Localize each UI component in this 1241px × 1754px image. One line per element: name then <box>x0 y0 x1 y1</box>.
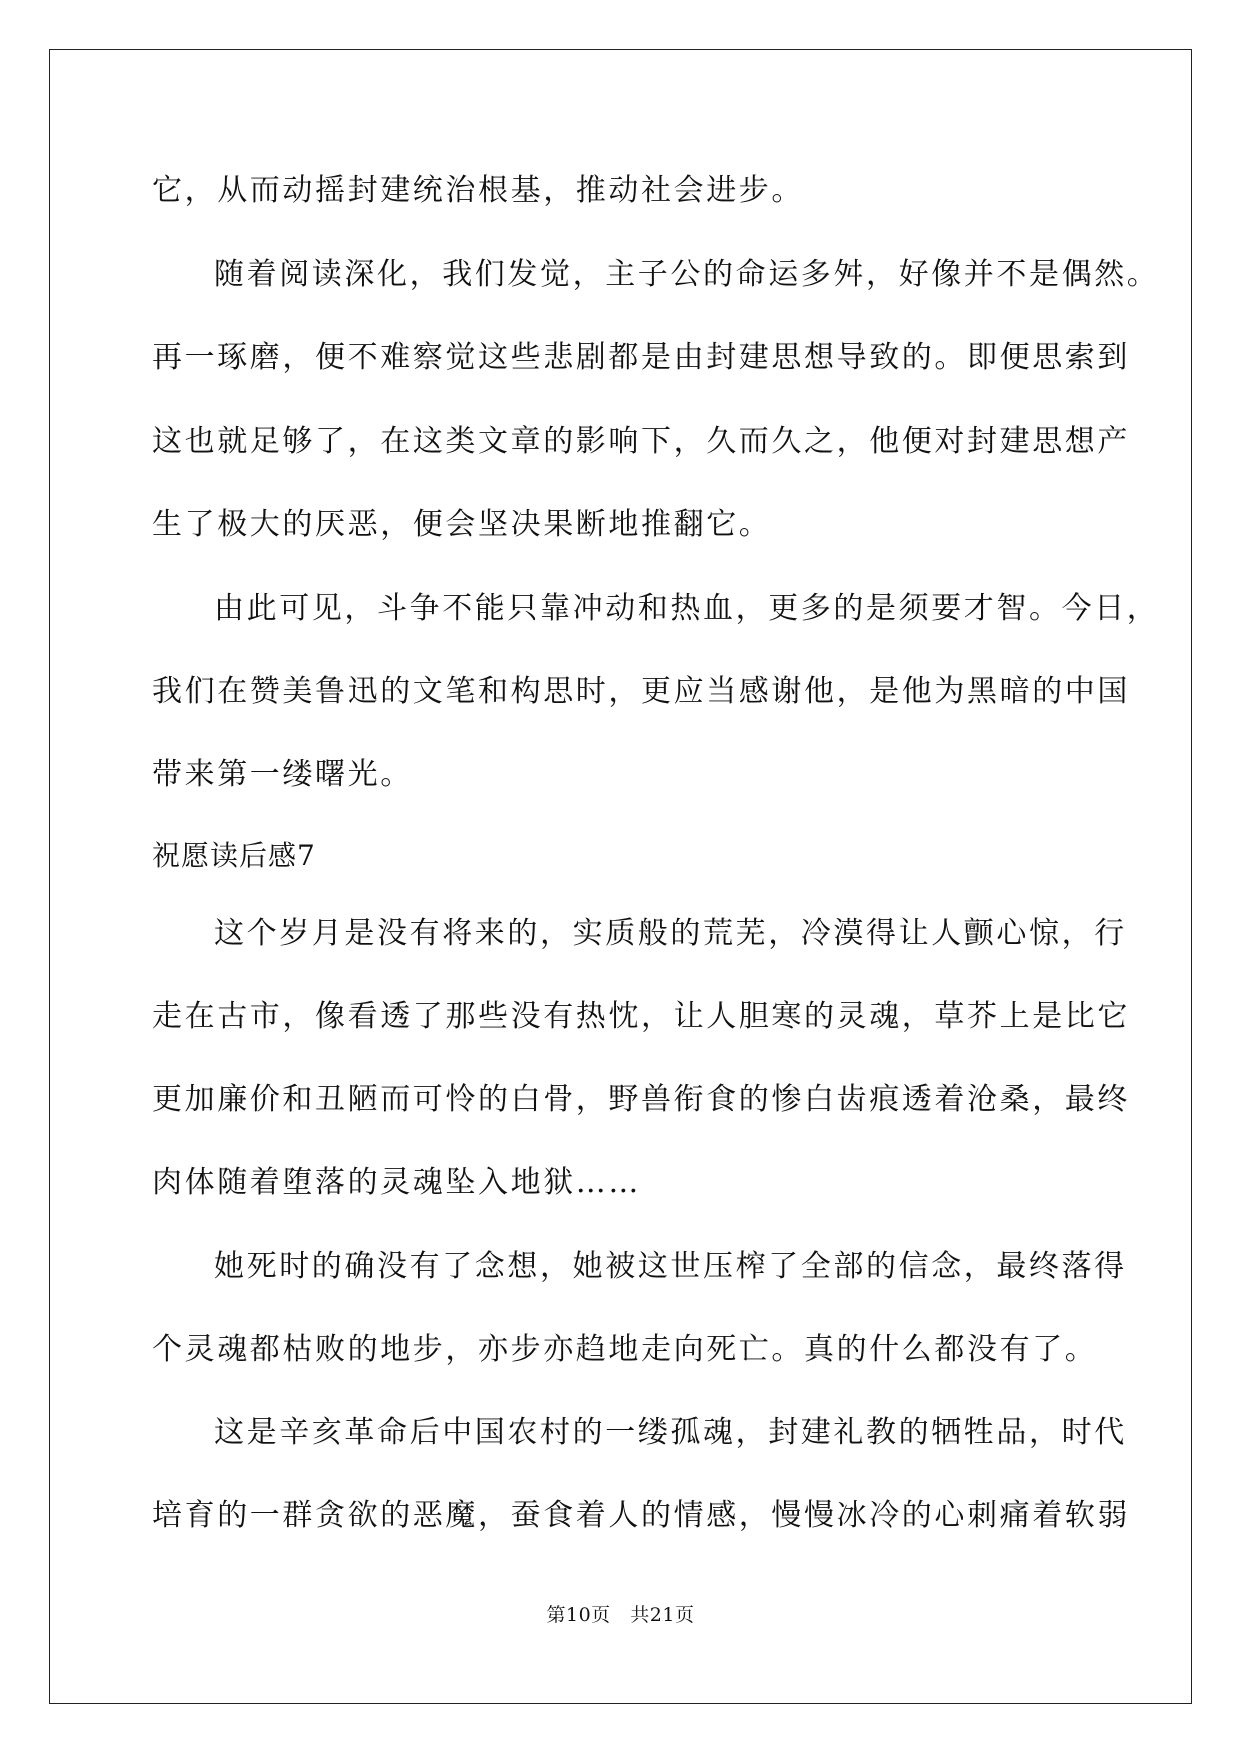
paragraph-start-line: 这是辛亥革命后中国农村的一缕孤魂，封建礼教的牺牲品，时代 <box>214 1415 1127 1450</box>
section-heading: 祝愿读后感7 <box>152 839 316 872</box>
text-line: 肉体随着堕落的灵魂坠入地狱…… <box>152 1165 641 1200</box>
text-line: 个灵魂都枯败的地步，亦步亦趋地走向死亡。真的什么都没有了。 <box>152 1332 1098 1367</box>
page-border <box>49 49 1192 1704</box>
text-line: 我们在赞美鲁迅的文笔和构思时，更应当感谢他，是他为黑暗的中国 <box>152 674 1130 709</box>
text-line: 走在古市，像看透了那些没有热忱，让人胆寒的灵魂，草芥上是比它 <box>152 999 1130 1034</box>
paragraph-start-line: 这个岁月是没有将来的，实质般的荒芜，冷漠得让人颤心惊，行 <box>214 916 1127 951</box>
text-line: 带来第一缕曙光。 <box>152 757 413 792</box>
paragraph-start-line: 随着阅读深化，我们发觉，主子公的命运多舛，好像并不是偶然。 <box>214 257 1160 292</box>
text-line: 这也就足够了，在这类文章的影响下，久而久之，他便对封建思想产 <box>152 424 1130 459</box>
paragraph-start-line: 由此可见，斗争不能只靠冲动和热血，更多的是须要才智。今日， <box>214 591 1160 626</box>
text-line: 生了极大的厌恶，便会坚决果断地推翻它。 <box>152 507 772 542</box>
text-line: 更加廉价和丑陋而可怜的白骨，野兽衔食的惨白齿痕透着沧桑，最终 <box>152 1082 1130 1117</box>
text-line: 再一琢磨，便不难察觉这些悲剧都是由封建思想导致的。即便思索到 <box>152 340 1130 375</box>
text-line: 它，从而动摇封建统治根基，推动社会进步。 <box>152 173 804 208</box>
paragraph-start-line: 她死时的确没有了念想，她被这世压榨了全部的信念，最终落得 <box>214 1249 1127 1284</box>
text-line: 培育的一群贪欲的恶魔，蚕食着人的情感，慢慢冰冷的心刺痛着软弱 <box>152 1498 1130 1533</box>
page-number-footer: 第10页 共21页 <box>546 1604 695 1626</box>
